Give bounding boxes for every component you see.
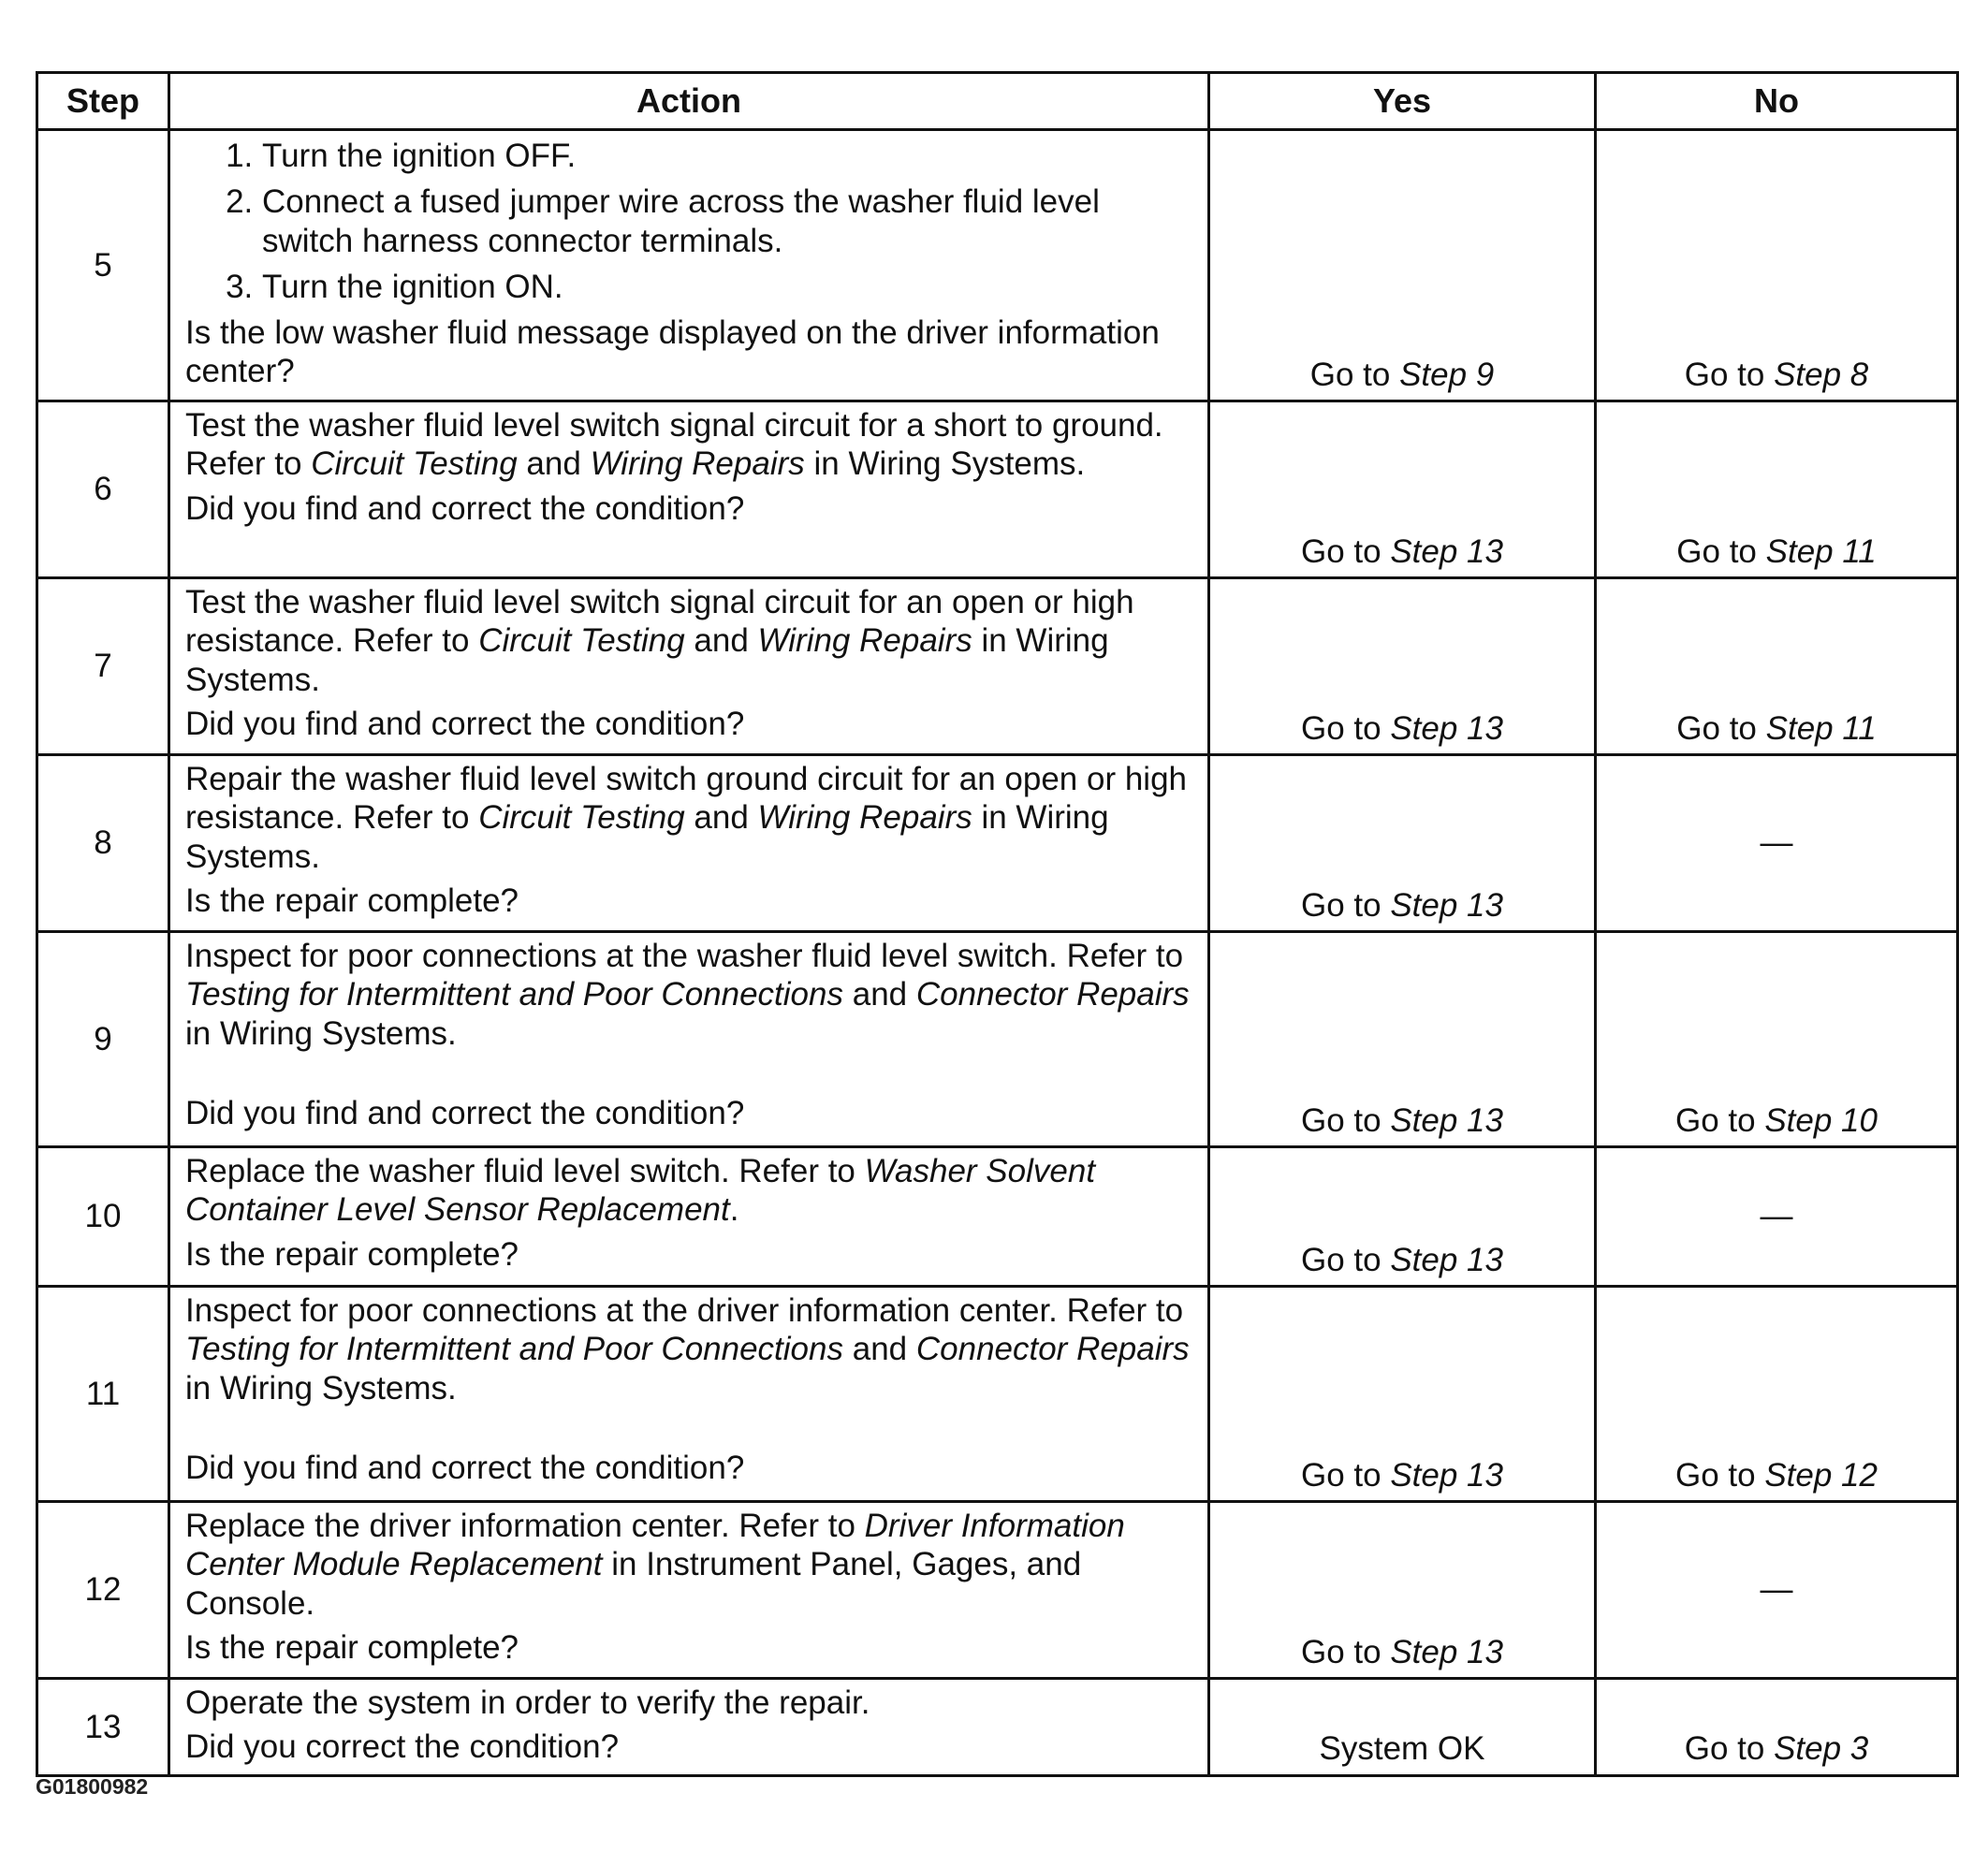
action-reference: Wiring Repairs [757, 799, 972, 837]
action-text: in Wiring Systems. [185, 1014, 457, 1052]
action-instruction [185, 406, 1194, 484]
table-body [37, 130, 1958, 1776]
step-number: 9 [37, 932, 169, 1147]
no-result-prefix: Go to [1676, 709, 1766, 747]
yes-result-step-ref: Step 13 [1390, 532, 1503, 570]
action-reference: Driver Information Center Module Replacement [185, 1508, 1125, 1583]
action-question: Is the repair complete? [185, 1235, 519, 1273]
action-reference: Testing for Intermittent and Poor Connections [185, 976, 843, 1013]
yes-result-cell [1209, 1287, 1596, 1502]
action-question: Did you find and correct the condition? [185, 1449, 745, 1486]
action-text: in Wiring Systems. [185, 1369, 457, 1407]
action-instruction [185, 760, 1194, 876]
action-text: Replace the washer fluid level switch. Refer to [185, 1153, 865, 1189]
step-number: 11 [37, 1287, 169, 1502]
no-result-cell [1596, 130, 1958, 401]
figure-code: G01800982 [36, 1774, 149, 1799]
action-text: Test the washer fluid level switch signal circuit for an open or high resistance. Refer to [185, 584, 1134, 660]
table-row [37, 1147, 1958, 1287]
action-text: and [843, 976, 916, 1013]
yes-result-step-ref: Step 13 [1390, 1456, 1503, 1494]
action-text: Replace the driver information center. Refer to [185, 1508, 865, 1544]
action-cell [169, 932, 1209, 1147]
yes-column-header: Yes [1209, 73, 1596, 130]
no-result-text: — [1760, 1198, 1793, 1235]
action-text: Inspect for poor connections at the driver information center. Refer to [185, 1292, 1184, 1329]
diagnostic-table [36, 71, 1959, 1777]
yes-result-prefix: Go to [1301, 1101, 1391, 1139]
no-result-prefix: Go to [1684, 356, 1775, 393]
action-text: . [729, 1191, 739, 1229]
action-question: Did you find and correct the condition? [185, 705, 745, 742]
yes-result-prefix: Go to [1301, 1241, 1391, 1278]
action-instruction [185, 1152, 1194, 1230]
action-cell [169, 1502, 1209, 1679]
action-text: and [684, 622, 758, 660]
action-cell [169, 1679, 1209, 1776]
step-number: 5 [37, 130, 169, 401]
no-result-cell [1596, 1147, 1958, 1287]
action-reference: Wiring Repairs [757, 622, 972, 660]
action-list-item: 1. Turn the ignition OFF. [262, 137, 1194, 175]
yes-result-step-ref: Step 13 [1390, 709, 1503, 747]
action-list-item: 3. Turn the ignition ON. [262, 268, 1194, 306]
action-text: in Wiring Systems. [804, 445, 1086, 483]
yes-result-cell [1209, 932, 1596, 1147]
yes-result-step-ref: Step 13 [1390, 886, 1503, 924]
yes-result-prefix: Go to [1309, 356, 1400, 393]
no-result-step-ref: Step 12 [1764, 1456, 1878, 1494]
action-cell [169, 755, 1209, 932]
no-result-step-ref: Step 8 [1774, 356, 1869, 393]
action-cell [169, 1287, 1209, 1502]
no-result-step-ref: Step 11 [1765, 709, 1877, 747]
step-number: 13 [37, 1679, 169, 1776]
yes-result-cell [1209, 1502, 1596, 1679]
action-instruction [185, 937, 1194, 1053]
step-number: 12 [37, 1502, 169, 1679]
step-number: 6 [37, 401, 169, 578]
no-result-cell [1596, 932, 1958, 1147]
no-result-step-ref: Step 11 [1765, 532, 1877, 570]
action-list-item: 2. Connect a fused jumper wire across the washer fluid level switch harness connector terminals. [262, 182, 1194, 260]
no-result-step-ref: Step 3 [1774, 1730, 1869, 1768]
yes-result-prefix: Go to [1301, 1633, 1391, 1670]
action-text: in Wiring Systems. [185, 622, 1109, 698]
table-row [37, 1502, 1958, 1679]
action-cell [169, 1147, 1209, 1287]
table-row [37, 401, 1958, 578]
action-reference: Wiring Repairs [590, 445, 805, 483]
action-question: Is the repair complete? [185, 1628, 519, 1666]
action-question: Is the low washer fluid message displayed on the driver information center? [185, 314, 1160, 390]
action-question: Did you find and correct the condition? [185, 1094, 745, 1131]
action-text: Operate the system in order to verify the repair. [185, 1684, 870, 1721]
yes-result-step-ref: Step 13 [1390, 1241, 1503, 1278]
action-text: in Instrument Panel, Gages, and Console. [185, 1546, 1082, 1622]
action-reference: Connector Repairs [915, 1331, 1190, 1368]
yes-result-prefix: Go to [1301, 1456, 1391, 1494]
action-instruction [185, 583, 1194, 699]
action-text: and [684, 799, 758, 837]
no-result-text: — [1760, 1571, 1793, 1609]
table-row [37, 1679, 1958, 1776]
no-result-step-ref: Step 10 [1764, 1101, 1878, 1139]
action-reference: Connector Repairs [915, 976, 1190, 1013]
no-result-prefix: Go to [1675, 1101, 1765, 1139]
action-cell [169, 578, 1209, 755]
yes-result-prefix: Go to [1301, 709, 1391, 747]
yes-result-cell [1209, 130, 1596, 401]
table-row [37, 932, 1958, 1147]
step-number: 8 [37, 755, 169, 932]
yes-result-step-ref: Step 13 [1390, 1633, 1503, 1670]
action-reference: Circuit Testing [478, 622, 685, 660]
action-instruction [185, 1291, 1194, 1407]
action-numbered-list [185, 137, 1194, 306]
yes-result-prefix: Go to [1301, 532, 1391, 570]
action-cell [169, 130, 1209, 401]
action-question: Did you correct the condition? [185, 1728, 620, 1766]
table-row [37, 130, 1958, 401]
action-instruction [185, 1684, 1194, 1722]
action-reference: Testing for Intermittent and Poor Connections [185, 1331, 843, 1368]
no-result-cell [1596, 578, 1958, 755]
action-question: Is the repair complete? [185, 882, 519, 919]
no-result-cell [1596, 755, 1958, 932]
action-question: Did you find and correct the condition? [185, 489, 745, 527]
no-result-cell [1596, 1287, 1958, 1502]
action-cell [169, 401, 1209, 578]
step-number: 7 [37, 578, 169, 755]
yes-result-cell [1209, 401, 1596, 578]
no-result-prefix: Go to [1675, 1456, 1765, 1494]
no-result-cell [1596, 1679, 1958, 1776]
yes-result-cell [1209, 1147, 1596, 1287]
action-instruction [185, 1507, 1194, 1623]
action-reference: Washer Solvent Container Level Sensor Replacement [185, 1153, 1096, 1229]
header-row [37, 73, 1958, 130]
action-reference: Circuit Testing [311, 445, 518, 483]
no-result-prefix: Go to [1676, 532, 1766, 570]
action-text: and [517, 445, 591, 483]
action-text: Test the washer fluid level switch signal circuit for a short to ground. Refer to [185, 407, 1163, 483]
no-result-cell [1596, 401, 1958, 578]
no-result-prefix: Go to [1684, 1730, 1775, 1768]
no-result-text: — [1760, 824, 1793, 862]
action-text: in Wiring Systems. [185, 799, 1109, 875]
yes-result-cell [1209, 1679, 1596, 1776]
no-result-cell [1596, 1502, 1958, 1679]
table-row [37, 755, 1958, 932]
table-row [37, 578, 1958, 755]
action-reference: Circuit Testing [478, 799, 685, 837]
yes-result-cell [1209, 578, 1596, 755]
action-column-header: Action [169, 73, 1209, 130]
yes-result-cell [1209, 755, 1596, 932]
step-number: 10 [37, 1147, 169, 1287]
yes-result-step-ref: Step 9 [1399, 356, 1495, 393]
table-row [37, 1287, 1958, 1502]
action-text: Repair the washer fluid level switch ground circuit for an open or high resistance. Refer to [185, 761, 1188, 837]
step-column-header: Step [37, 73, 169, 130]
yes-result-text: System OK [1319, 1730, 1485, 1768]
action-text: and [843, 1331, 916, 1368]
yes-result-prefix: Go to [1301, 886, 1391, 924]
action-text: Inspect for poor connections at the washer fluid level switch. Refer to [185, 938, 1184, 974]
yes-result-step-ref: Step 13 [1390, 1101, 1503, 1139]
no-column-header: No [1596, 73, 1958, 130]
